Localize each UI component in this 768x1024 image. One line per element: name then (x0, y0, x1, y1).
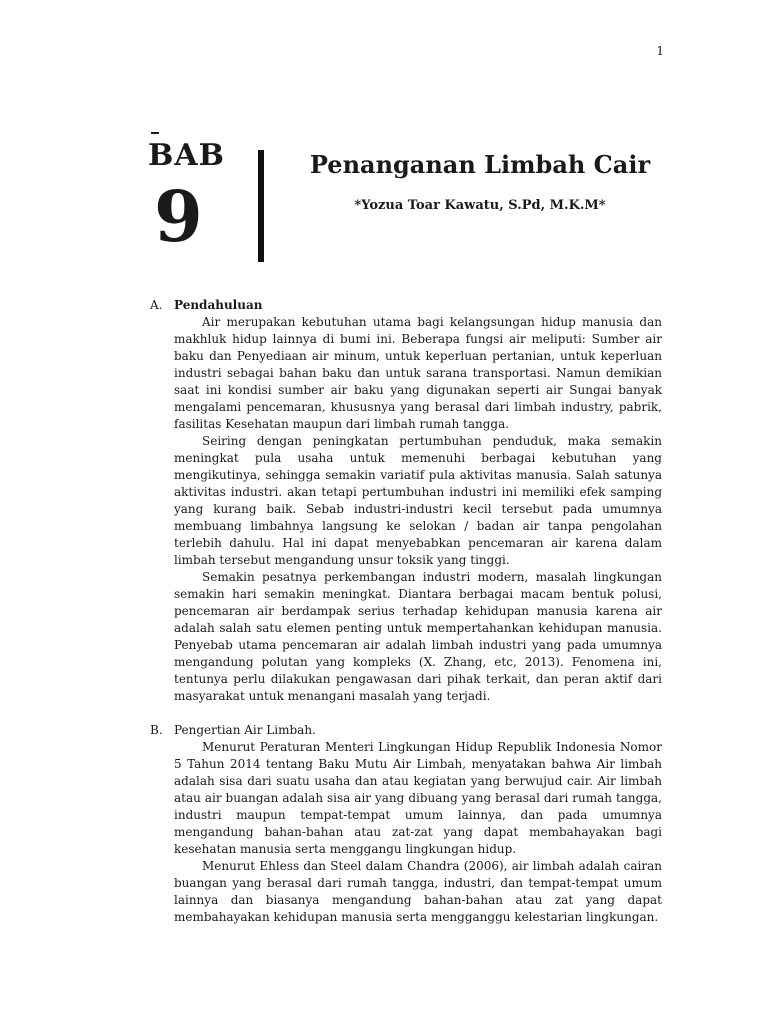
section-heading (150, 297, 662, 314)
paragraph: Air merupakan kebutuhan utama bagi kelangsungan hidup manusia dan makhluk hidup lainnya di bumi ini. Beberapa fungsi air meliputi: Sumber air baku dan Penyediaan air minum, untuk keperluan pertanian, untuk keperluan industri sebagai bahan baku dan untuk sarana transportasi. Namun demikian saat ini kondisi sumber air baku yang digunakan seperti air Sungai banyak mengalami pencemaran, khususnya yang berasal dari limbah industry, pabrik, fasilitas Kesehatan maupun dari limbah rumah tangga. (174, 315, 662, 431)
section-pendahuluan (150, 297, 662, 705)
paragraph: Semakin pesatnya perkembangan industri modern, masalah lingkungan semakin hari semakin meningkat. Diantara berbagai macam bentuk polusi, pencemaran air berdampak serius terhadap kehidupan manusia karena air adalah salah satu elemen penting untuk mempertahankan kehidupan manusia. Penyebab utama pencemaran air adalah limbah industri yang pada umumnya mengandung polutan yang kompleks (X. Zhang, etc, 2013). Fenomena ini, tentunya perlu dilakukan pengawasan dari pihak terkait, dan peran aktif dari masyarakat untuk menangani masalah yang terjadi. (174, 570, 662, 703)
section-letter: A. (150, 298, 163, 312)
paragraph: Menurut Peraturan Menteri Lingkungan Hidup Republik Indonesia Nomor 5 Tahun 2014 tentang Baku Mutu Air Limbah, menyatakan bahwa Air limbah adalah sisa dari suatu usaha dan atau kegiatan yang berwujud cair. Air limbah atau air buangan adalah sisa air yang dibuang yang berasal dari rumah tangga, industri maupun tempat-tempat umum lainnya, dan pada umumnya mengandung bahan-bahan atau zat-zat yang dapat membahayakan bagi kesehatan manusia serta menggangu lingkungan hidup. (174, 740, 662, 856)
chapter-label: BAB (148, 138, 225, 173)
section-title: Pendahuluan (174, 298, 263, 312)
paragraph: Menurut Ehless dan Steel dalam Chandra (2006), air limbah adalah cairan buangan yang berasal dari rumah tangga, industri, dan tempat-tempat umum lainnya dan biasanya mengandung bahan-bahan atau zat yang dapat membahayakan kehidupan manusia serta mengganggu kelestarian lingkungan. (174, 859, 662, 924)
page-number: 1 (656, 44, 664, 58)
chapter-mark (151, 132, 159, 134)
chapter-author: *Yozua Toar Kawatu, S.Pd, M.K.M* (354, 198, 606, 213)
chapter-title: Penanganan Limbah Cair (309, 150, 651, 179)
paragraph: Seiring dengan peningkatan pertumbuhan penduduk, maka semakin meningkat pula usaha untuk memenuhi berbagai kebutuhan yang mengikutinya, sehingga semakin variatif pula aktivitas manusia. Salah satunya aktivitas industri. akan tetapi pertumbuhan industri ini memiliki efek samping yang kurang baik. Sebab industri-industri kecil tersebut pada umumnya membuang limbahnya langsung ke selokan / badan air tanpa pengolahan terlebih dahulu. Hal ini dapat menyebabkan pencemaran air karena dalam limbah tersebut mengandung unsur toksik yang tinggi. (174, 434, 662, 567)
document-body (150, 297, 662, 943)
section-title: Pengertian Air Limbah. (174, 723, 316, 737)
section-pengertian-air-limbah (150, 722, 662, 926)
section-letter: B. (150, 723, 163, 737)
chapter-divider (258, 150, 264, 262)
chapter-number: 9 (154, 175, 203, 258)
section-heading (150, 722, 662, 739)
